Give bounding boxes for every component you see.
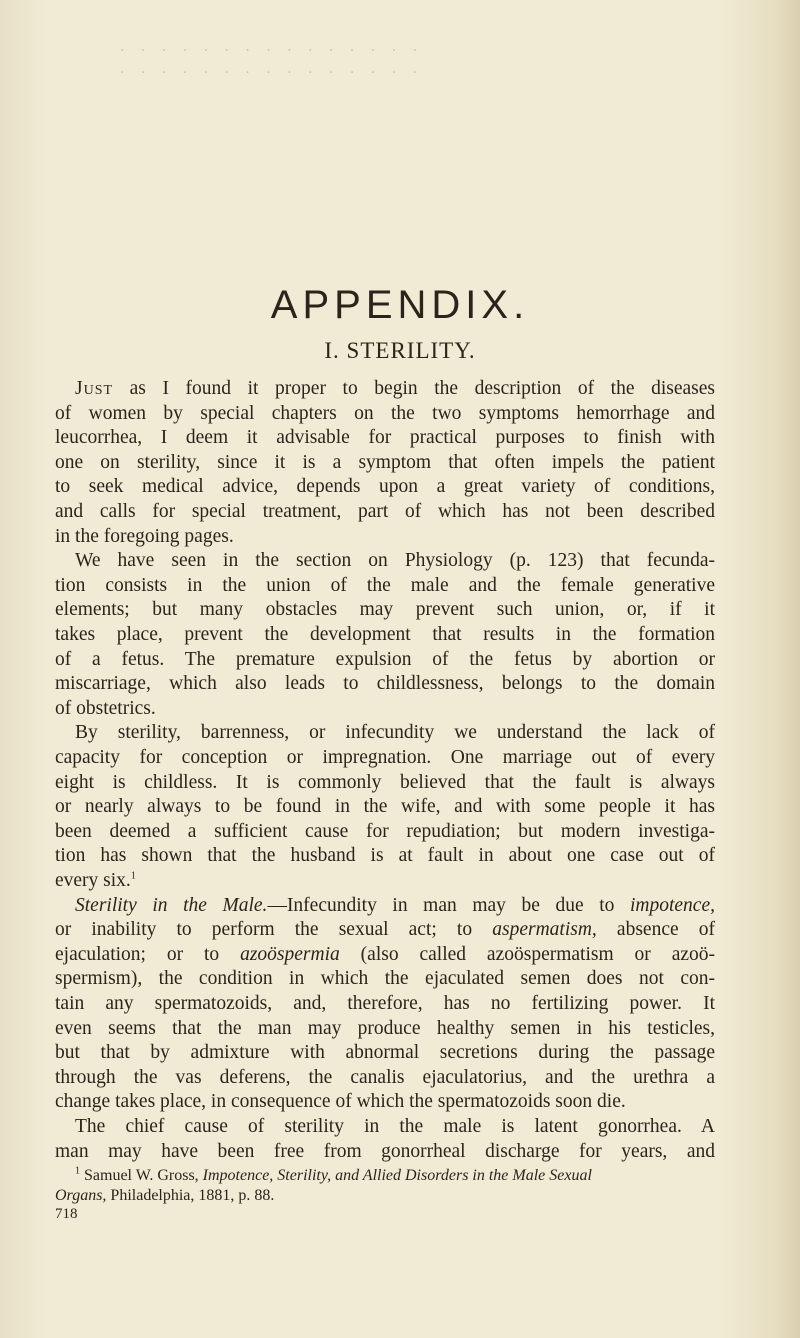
- footnote-reference: 1: [130, 870, 136, 882]
- text-line: leucorrhea, I deem it advisable for practical purposes to finish with: [55, 427, 715, 449]
- text-line: spermism), the condition in which the ejaculated semen does not con-: [55, 968, 715, 990]
- text-line: through the vas deferens, the canalis ejaculatorius, and the urethra a: [55, 1066, 715, 1088]
- text-line: tain any spermatozoids, and, therefore, has no fertilizing power. It: [55, 993, 715, 1014]
- text-line: The chief cause of sterility in the male is latent gonorrhea. A: [75, 1116, 715, 1137]
- text-line: one on sterility, since it is a symptom that often impels the patient: [55, 451, 715, 473]
- text-line: to seek medical advice, depends upon a great variety of conditions,: [55, 476, 715, 498]
- text-line: of women by special chapters on the two symptoms hemorrhage and: [55, 402, 715, 424]
- subheading: Sterility in the Male.: [75, 894, 268, 916]
- text-line: and calls for special treatment, part of which has not been described: [55, 501, 715, 522]
- appendix-title: APPENDIX.: [270, 283, 530, 327]
- text-line: but that by admixture with abnormal secretions during the passage: [55, 1042, 715, 1064]
- text-line: man may have been free from gonorrheal discharge for years, and: [55, 1140, 715, 1162]
- text-line: every six.$^1$: [55, 870, 136, 891]
- text-line: of a fetus. The premature expulsion of the fetus by abortion or: [55, 648, 715, 670]
- text-line: We have seen in the section on Physiology (p. 123) that fecunda-: [75, 550, 715, 572]
- text-line: ejaculation; or to azoöspermia (also called azoöspermatism or azoö-: [55, 943, 716, 965]
- text-line: takes place, prevent the development that results in the formation: [55, 624, 715, 645]
- text-line: tion has shown that the husband is at fault in about one case out of: [55, 845, 715, 867]
- section-title: I. STERILITY.: [324, 338, 476, 363]
- first-word: Just: [75, 378, 114, 399]
- page-number: 718: [55, 1206, 78, 1223]
- text-line: capacity for conception or impregnation. One marriage out of every: [55, 747, 715, 768]
- text-line: or inability to perform the sexual act; to aspermatism, absence of: [55, 919, 715, 941]
- text-line: change takes place, in consequence of which the spermatozoids soon die.: [55, 1091, 626, 1113]
- text-line: in the foregoing pages.: [55, 525, 234, 547]
- text-line: elements; but many obstacles may prevent such union, or, if it: [55, 599, 715, 621]
- footnote: $^1$ Samuel W. Gross, Impotence, Sterility, and Allied Disorders in the Male Sexual: [75, 1165, 592, 1185]
- text-line: of obstetrics.: [55, 697, 156, 719]
- text-line: miscarriage, which also leads to childlessness, belongs to the domain: [55, 673, 715, 695]
- text-line: or nearly always to be found in the wife, and with some people it has: [55, 796, 715, 818]
- text-line: even seems that the man may produce healthy semen in his testicles,: [55, 1017, 715, 1039]
- footnote-marker: 1: [75, 1165, 80, 1177]
- text-line: eight is childless. It is commonly believed that the fault is always: [55, 771, 715, 793]
- text-line: been deemed a sufficient cause for repudiation; but modern investiga-: [55, 820, 715, 842]
- text-line: Sterility in the Male.—Infecundity in man may be due to impotence,: [75, 894, 715, 916]
- text-line: tion consists in the union of the male and the female generative: [55, 574, 715, 596]
- text-line: Just as I found it proper to begin the description of the diseases: [75, 378, 715, 399]
- footnote-continuation: Organs, Philadelphia, 1881, p. 88.: [55, 1187, 275, 1205]
- text-line: By sterility, barrenness, or infecundity we understand the lack of: [75, 722, 715, 744]
- bleed-through-text: · · · · · · · · · · · · · · · · · · · · · · · · · · · · · ·: [120, 43, 424, 81]
